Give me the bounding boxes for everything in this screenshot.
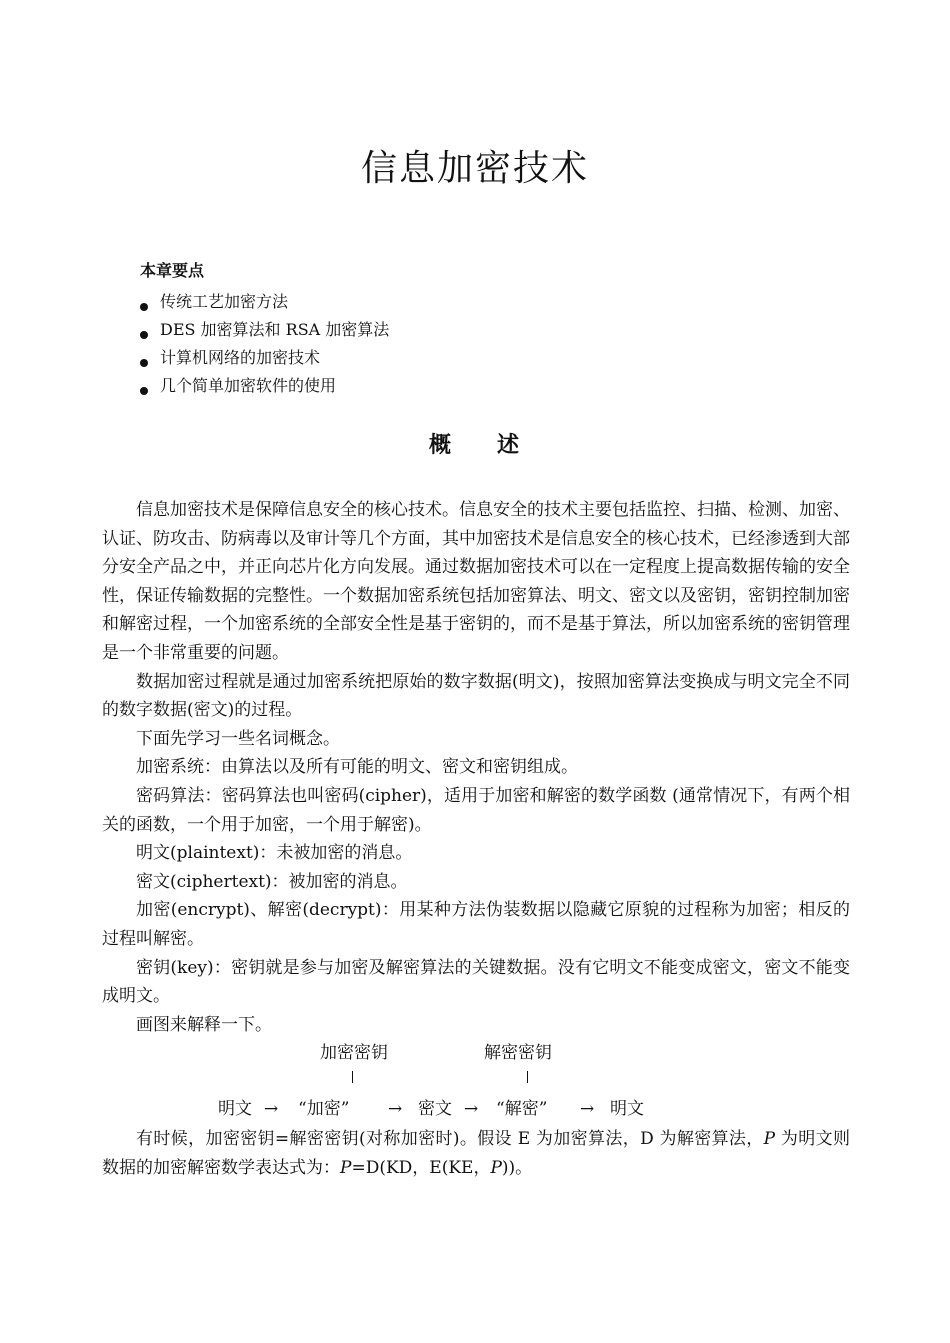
encrypt-step: “加密” [298,1099,350,1120]
paragraph: 画图来解释一下。 [136,1014,272,1035]
decrypt-step: “解密” [496,1099,548,1120]
paragraph: 密文(ciphertext)：被加密的消息。 [136,871,408,892]
section-heading: 概 述 [428,433,522,458]
paragraph: 数据加密过程就是通过加密系统把原始的数字数据(明文)，按照加密算法变换成与明文完全不同的数字数据(密文)的过程。 [102,671,850,721]
arrow-icon: → [388,1099,403,1120]
arrow-icon: → [264,1099,279,1120]
paragraph: 密码算法：密码算法也叫密码(cipher)，适用于加密和解密的数学函数 (通常情况下，有两个相关的函数，一个用于加密，一个用于解密)。 [102,785,850,835]
plaintext-input: 明文 [218,1099,252,1120]
arrow-icon: → [464,1099,479,1120]
paragraph: 密钥(key)：密钥就是参与加密及解密算法的关键数据。没有它明文不能变成密文，密文不能变成明文。 [102,957,850,1007]
key-point-item: 传统工艺加密方法 [140,288,840,316]
encryption-key-label: 加密密钥 [320,1043,388,1064]
paragraph: 加密系统：由算法以及所有可能的明文、密文和密钥组成。 [136,757,578,778]
bullet-icon [140,387,148,395]
key-points [140,260,840,400]
bullet-icon [140,303,148,311]
key-point-item: DES 加密算法和 RSA 加密算法 [140,316,840,344]
paragraph: 有时候，加密密钥=解密密钥(对称加密时)。假设 E 为加密算法，D 为解密算法，P 为明文则数据的加密解密数学表达式为：P=D(KD，E(KE，P))。 [102,1129,850,1178]
paragraph: 下面先学习一些名词概念。 [136,728,340,749]
connector-line [527,1071,528,1083]
decryption-key-label: 解密密钥 [484,1043,552,1064]
bullet-icon [140,359,148,367]
paragraph: 加密(encrypt)、解密(decrypt)：用某种方法伪装数据以隐藏它原貌的过程称为加密；相反的过程叫解密。 [102,900,850,949]
paragraph: 信息加密技术是保障信息安全的核心技术。信息安全的技术主要包括监控、扫描、检测、加密、认证、防攻击、防病毒以及审计等几个方面，其中加密技术是信息安全的核心技术，已经渗透到大部分安全产品之中，并正向芯片化方向发展。通过数据加密技术可以在一定程度上提高数据传输的安全性，保证传输数据的完整性。一个数据加密系统包括加密算法、明文、密文以及密钥，密钥控制加密和解密过程，一个加密系统的全部安全性是基于密钥的，而不是基于算法，所以加密系统的密钥管理是一个非常重要的问题。 [102,500,850,663]
paragraph: 明文(plaintext)：未被加密的消息。 [136,843,413,864]
arrow-icon: → [580,1099,595,1120]
chapter-title: 信息加密技术 [360,148,589,189]
ciphertext-node: 密文 [418,1099,452,1120]
encryption-flow-diagram [102,1039,850,1125]
key-points-heading: 本章要点 [140,261,205,280]
key-point-item: 计算机网络的加密技术 [140,344,840,372]
plaintext-output: 明文 [610,1099,644,1120]
bullet-icon [140,331,148,339]
body-text [102,496,850,1182]
connector-line [352,1071,353,1083]
key-point-item: 几个简单加密软件的使用 [140,372,840,400]
